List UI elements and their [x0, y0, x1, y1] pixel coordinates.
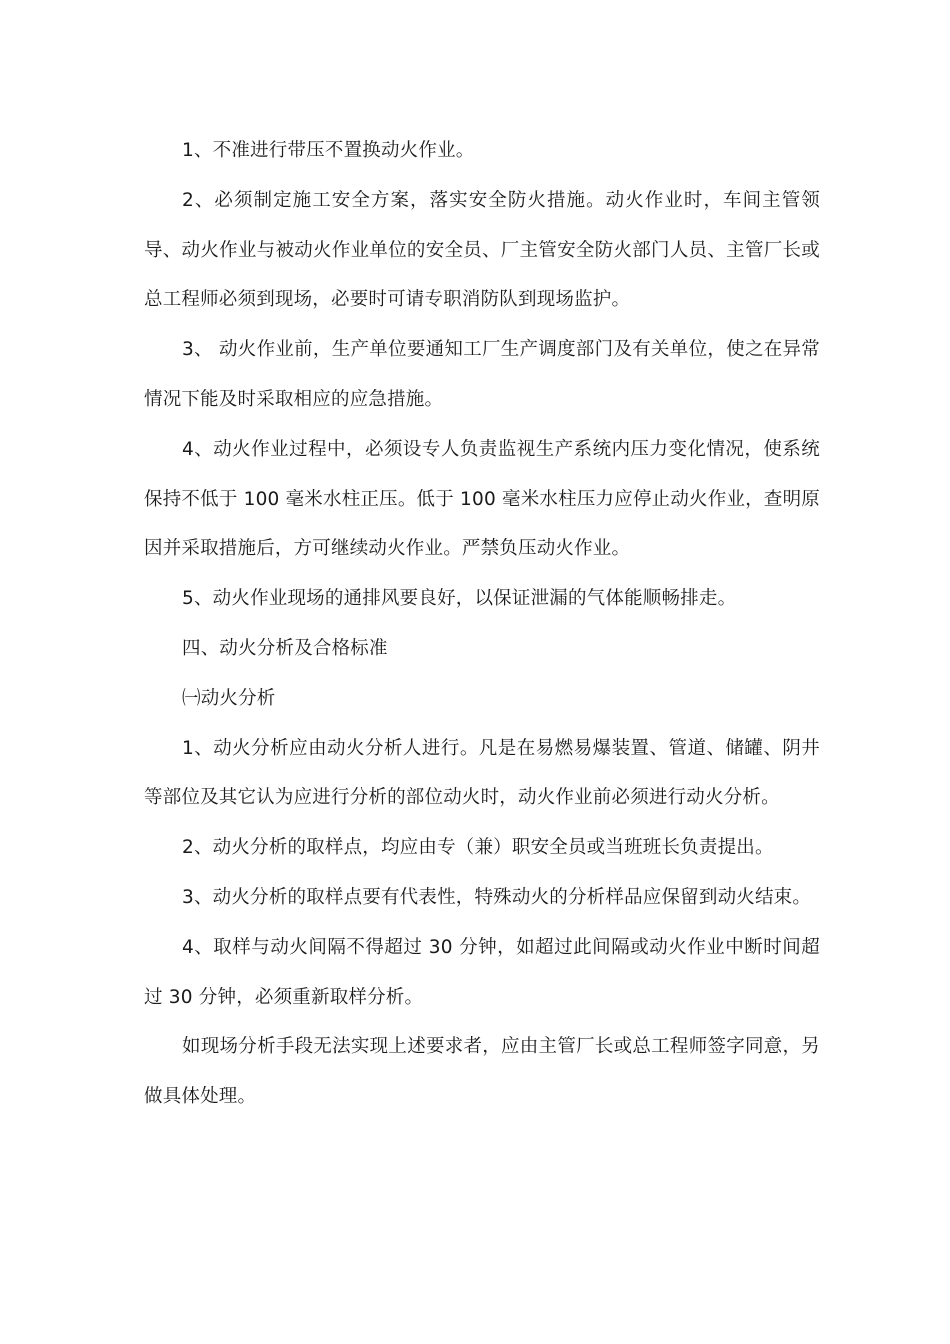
paragraph-analysis-1: 1、动火分析应由动火分析人进行。凡是在易燃易爆装置、管道、储罐、阴井等部位及其它认为应进行分析的部位动火时，动火作业前必须进行动火分析。 — [144, 737, 820, 809]
paragraph-rule-1: 1、不准进行带压不置换动火作业。 — [182, 140, 475, 161]
paragraph-rule-4: 4、动火作业过程中，必须设专人负责监视生产系统内压力变化情况，使系统保持不低于 100 毫米水柱正压。低于 100 毫米水柱压力应停止动火作业，查明原因并采取措施后，方可继续动火作业。严禁负压动火作业。 — [144, 438, 820, 560]
paragraph-rule-5: 5、动火作业现场的通排风要良好，以保证泄漏的气体能顺畅排走。 — [182, 588, 737, 610]
paragraph-analysis-2: 2、动火分析的取样点，均应由专（兼）职安全员或当班班长负责提出。 — [182, 837, 774, 859]
paragraph-rule-2: 2、必须制定施工安全方案，落实安全防火措施。动火作业时，车间主管领导、动火作业与被动火作业单位的安全员、厂主管安全防火部门人员、主管厂长或总工程师必须到现场，必要时可请专职消防队到现场监护。 — [144, 189, 820, 311]
section-heading: 四、动火分析及合格标准 — [182, 637, 388, 659]
subsection-heading: ㈠动火分析 — [182, 687, 276, 709]
document-body — [144, 126, 820, 1122]
paragraph-analysis-3: 3、动火分析的取样点要有代表性，特殊动火的分析样品应保留到动火结束。 — [182, 886, 812, 908]
paragraph-rule-3: 3、 动火作业前，生产单位要通知工厂生产调度部门及有关单位，使之在异常情况下能及时采取相应的应急措施。 — [144, 339, 820, 410]
paragraph-analysis-4: 4、取样与动火间隔不得超过 30 分钟，如超过此间隔或动火作业中断时间超过 30 分钟，必须重新取样分析。 — [144, 936, 820, 1008]
paragraph-closing: 如现场分析手段无法实现上述要求者，应由主管厂长或总工程师签字同意，另做具体处理。 — [144, 1036, 820, 1108]
